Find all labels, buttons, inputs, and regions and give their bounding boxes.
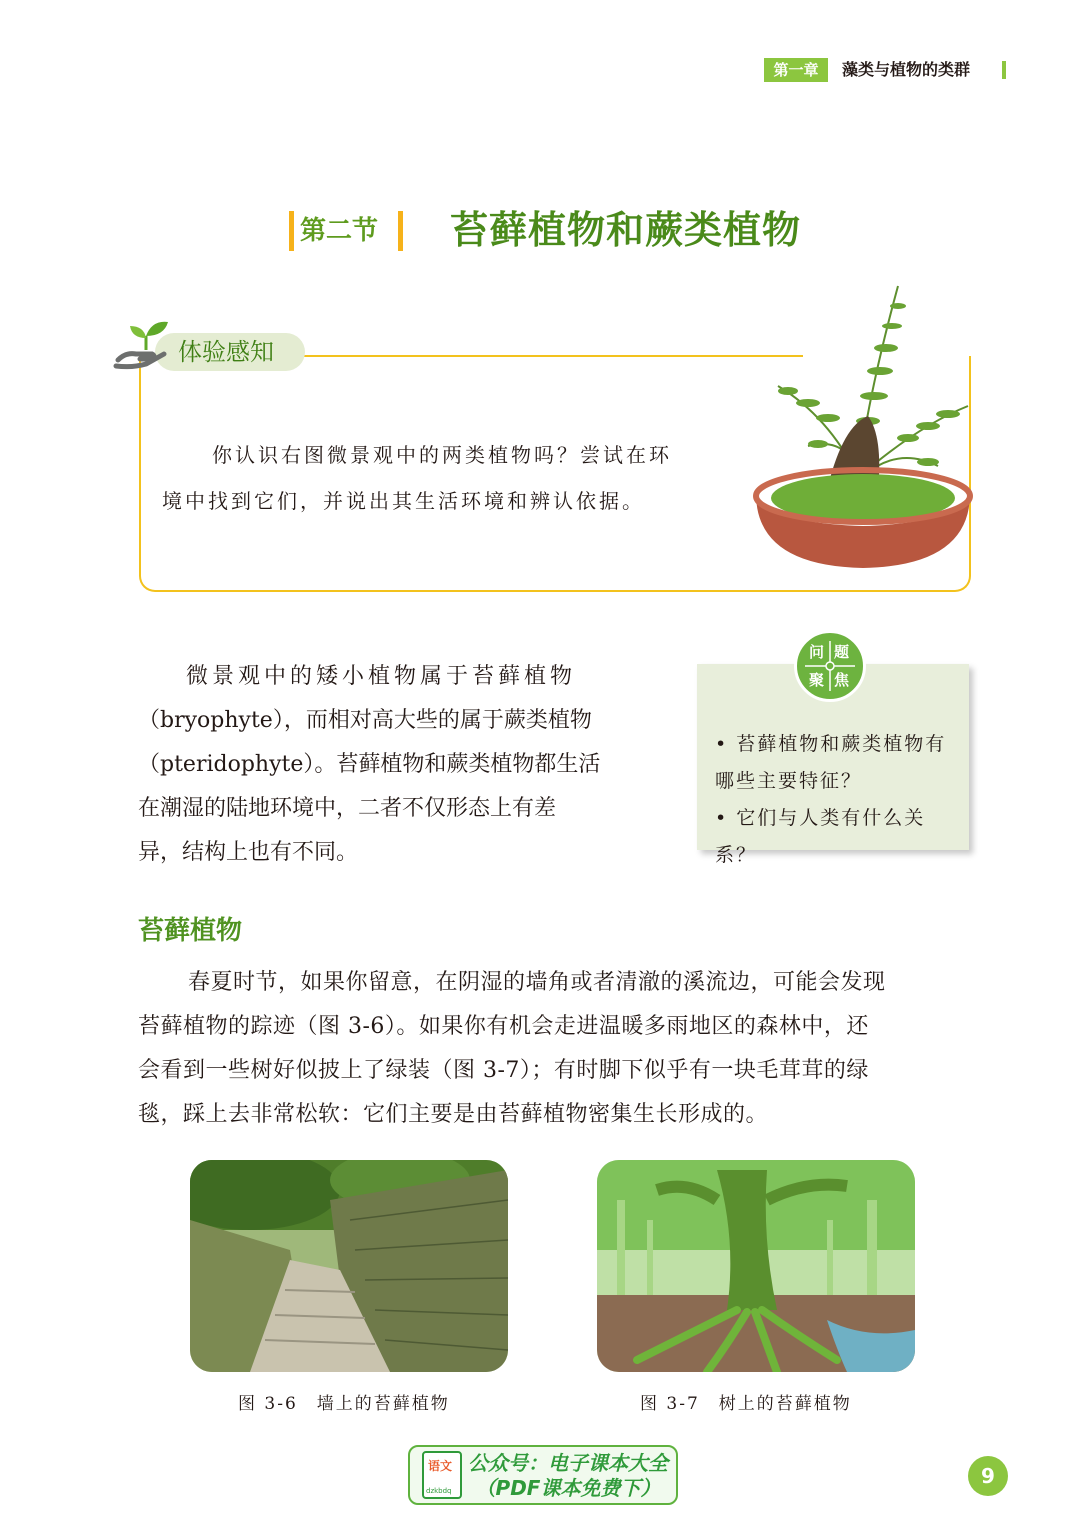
book-icon: [422, 1451, 462, 1499]
badge-char: 问: [809, 643, 825, 661]
moss-line: 春夏时节，如果你留意，在阴湿的墙角或者清澈的溪流边，可能会发现: [188, 970, 886, 995]
experience-text: [162, 432, 727, 524]
book-icon-text: 语文: [428, 1459, 453, 1473]
section-bar-left: [289, 211, 294, 251]
badge-cross-icon: [797, 633, 863, 699]
experience-line: 境中找到它们，并说出其生活环境和辨认依据。: [162, 489, 645, 513]
badge-char: 聚: [809, 671, 825, 689]
question-item: • 苔藓植物和蕨类植物有: [715, 733, 947, 755]
footer-ad-line2: （PDF课本免费下）: [475, 1476, 661, 1500]
section-bar-right: [398, 211, 403, 251]
page-number: 9: [968, 1456, 1008, 1496]
moss-tree-image: [597, 1160, 915, 1372]
chapter-title: 藻类与植物的类群: [842, 60, 971, 79]
chapter-tag: 第一章: [764, 58, 828, 82]
moss-line: 毯，踩上去非常松软：它们主要是由苔藓植物密集生长形成的。: [138, 1102, 769, 1127]
figure-caption: 图 3-6 墙上的苔藓植物: [238, 1394, 450, 1414]
intro-line: （pteridophyte）。苔藓植物和蕨类植物都生活: [138, 752, 601, 777]
figure-moss-wall-photo: [190, 1160, 508, 1372]
footer-ad-line1: 公众号：电子课本大全: [468, 1451, 668, 1475]
intro-line: 异，结构上也有不同。: [138, 840, 359, 865]
moss-paragraph: [138, 961, 974, 1137]
badge-char: 题: [834, 643, 850, 661]
experience-label: 体验感知: [178, 338, 274, 366]
moss-wall-image: [190, 1160, 508, 1372]
figure-moss-tree-photo: [597, 1160, 915, 1372]
intro-line: （bryophyte），而相对高大些的属于蕨类植物: [138, 708, 592, 733]
question-item: 哪些主要特征？: [715, 770, 863, 792]
badge-char: 焦: [834, 671, 850, 689]
hand-sprout-icon: [112, 316, 174, 372]
micro-landscape-image: [748, 276, 978, 586]
question-focus-list: [715, 726, 963, 874]
section-label: 第二节: [300, 216, 379, 246]
intro-line: 微景观中的矮小植物属于苔藓植物: [186, 664, 577, 689]
question-focus-badge: [794, 630, 866, 702]
intro-paragraph: [138, 655, 628, 875]
book-icon-subtext: dzkbdq: [426, 1487, 452, 1495]
figure-caption: 图 3-7 树上的苔藓植物: [640, 1394, 852, 1414]
experience-line: 你认识右图微景观中的两类植物吗？尝试在环: [212, 443, 672, 467]
chapter-bar: [1002, 61, 1006, 79]
section-title: 苔藓植物和蕨类植物: [450, 208, 802, 252]
experience-frame-top: [298, 355, 803, 357]
moss-heading: 苔藓植物: [138, 916, 243, 946]
intro-line: 在潮湿的陆地环境中，二者不仅形态上有差: [138, 796, 557, 821]
question-item: • 它们与人类有什么关系？: [715, 807, 926, 866]
moss-line: 苔藓植物的踪迹（图 3-6）。如果你有机会走进温暖多雨地区的森林中，还: [138, 1014, 869, 1039]
moss-line: 会看到一些树好似披上了绿装（图 3-7）；有时脚下似乎有一块毛茸茸的绿: [138, 1058, 869, 1083]
